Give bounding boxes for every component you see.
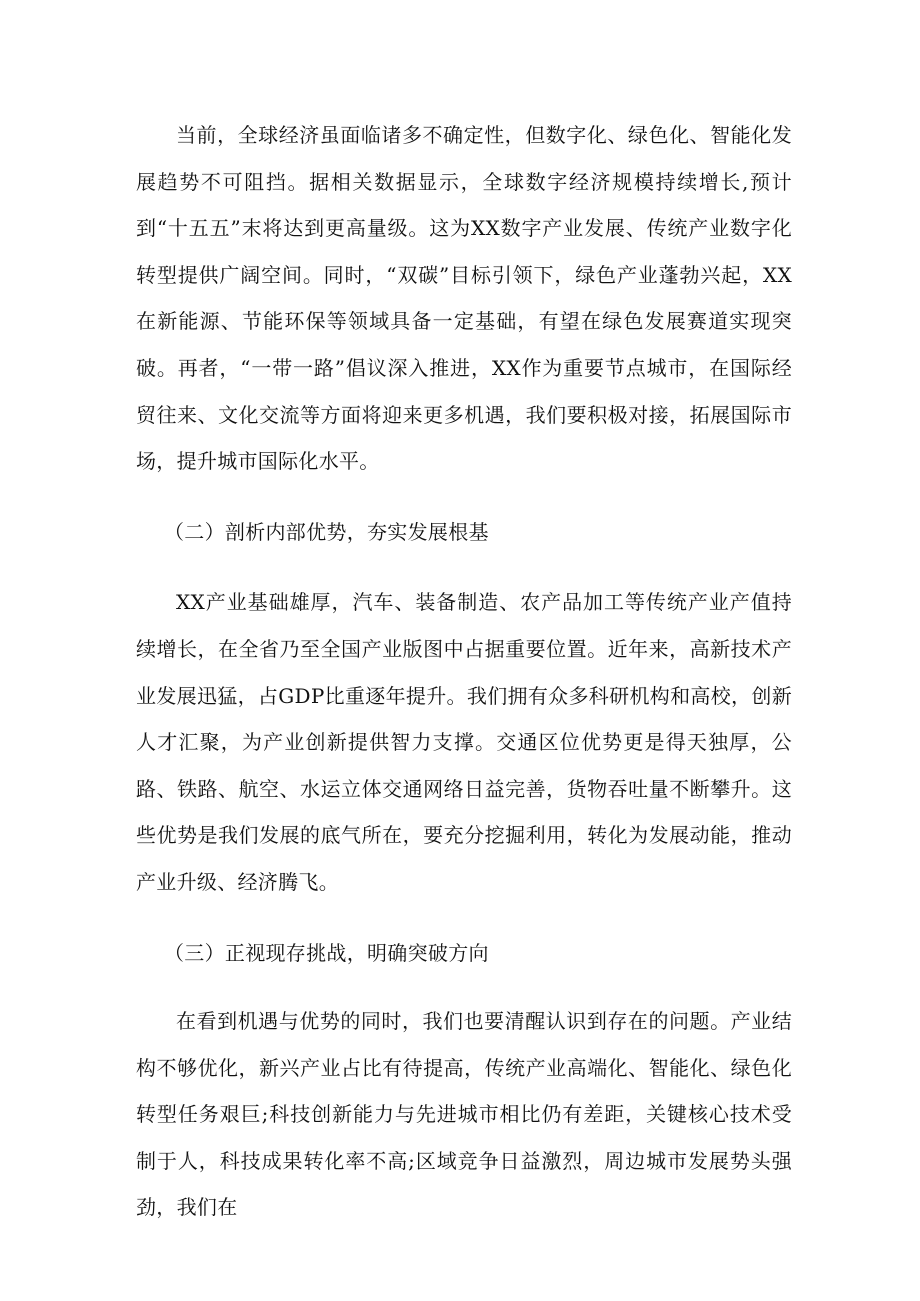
paragraph-challenges: 在看到机遇与优势的同时，我们也要清醒认识到存在的问题。产业结构不够优化，新兴产业占比有待提高，传统产业高端化、智能化、绿色化转型任务艰巨;科技创新能力与先进城市相比仍有差距，关键核心技术受制于人，科技成果转化率不高;区域竞争日益激烈，周边城市发展势头强劲，我们在 <box>136 1009 792 1220</box>
section-heading-challenges: （三）正视现存挑战，明确突破方向 <box>164 940 489 965</box>
paragraph-opportunities: 当前，全球经济虽面临诸多不确定性，但数字化、绿色化、智能化发展趋势不可阻挡。据相关数据显示，全球数字经济规模持续增长,预计到“十五五”末将达到更高量级。这为XX数字产业发展、传统产业数字化转型提供广阔空间。同时，“双碳”目标引领下，绿色产业蓬勃兴起，XX在新能源、节能环保等领域具备一定基础，有望在绿色发展赛道实现突破。再者，“一带一路”倡议深入推进，XX作为重要节点城市，在国际经贸往来、文化交流等方面将迎来更多机遇，我们要积极对接，拓展国际市场，提升城市国际化水平。 <box>136 123 792 474</box>
document-body <box>136 112 792 1231</box>
section-heading-internal-advantages: （二）剖析内部优势，夯实发展根基 <box>164 519 489 544</box>
paragraph-internal-advantages: XX产业基础雄厚，汽车、装备制造、农产品加工等传统产业产值持续增长，在全省乃至全国产业版图中占据重要位置。近年来，高新技术产业发展迅猛，占GDP比重逐年提升。我们拥有众多科研机构和高校，创新人才汇聚，为产业创新提供智力支撑。交通区位优势更是得天独厚，公路、铁路、航空、水运立体交通网络日益完善，货物吞吐量不断攀升。这些优势是我们发展的底气所在，要充分挖掘利用，转化为发展动能，推动产业升级、经济腾飞。 <box>136 590 792 894</box>
